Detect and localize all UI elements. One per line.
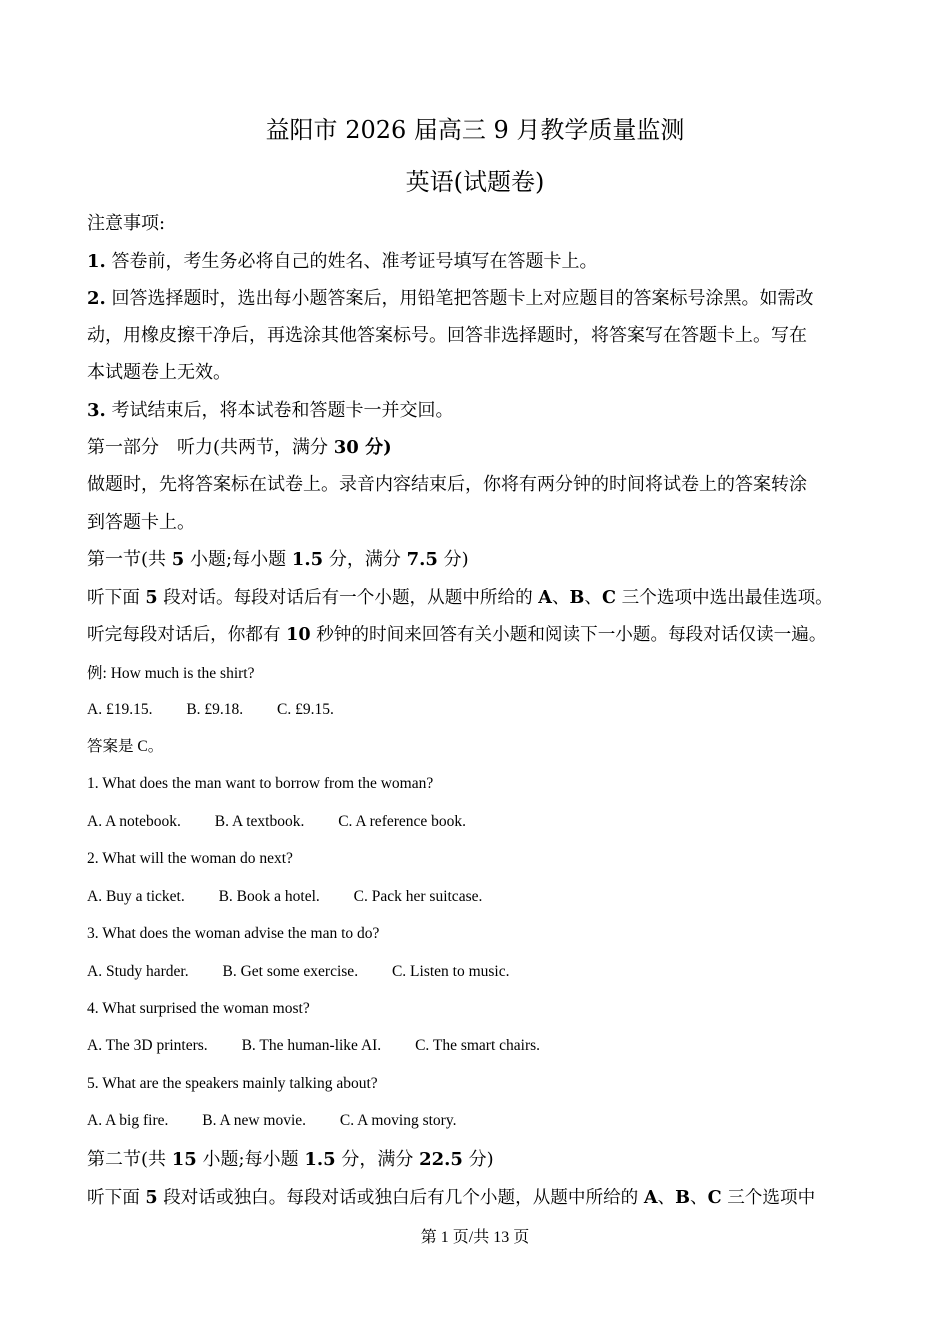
option-c: C. Pack her suitcase. xyxy=(353,888,483,905)
example-question xyxy=(87,661,254,687)
option-c: C. A moving story. xyxy=(339,1112,457,1129)
notice-heading: 注意事项: xyxy=(87,213,166,234)
option-c: C. A reference book. xyxy=(338,813,467,830)
section1-instruction-line-2: 听完每段对话后，你都有 10 秒钟的时间来回答有关小题和阅读下一小题。每段对话仅读一遍。 xyxy=(87,624,827,645)
option-c: C. Listen to music. xyxy=(391,963,510,980)
question-2-options xyxy=(87,886,482,908)
question-1-options xyxy=(87,811,466,833)
option-b: B. A new movie. xyxy=(202,1112,307,1129)
notice-item-1 xyxy=(87,249,598,275)
question-3-options xyxy=(87,961,510,983)
option-c: C. The smart chairs. xyxy=(415,1037,541,1054)
example-question-text: How much is the shirt? xyxy=(110,665,255,682)
option-a: A. Buy a ticket. xyxy=(87,888,185,905)
notice-item-number: 1. xyxy=(87,251,106,272)
option-a: A. A big fire. xyxy=(87,1112,169,1129)
notice-item-2 xyxy=(87,286,814,312)
question-4-options xyxy=(87,1035,540,1057)
option-a: A. A notebook. xyxy=(87,813,181,830)
question-1: 1. What does the man want to borrow from the woman? xyxy=(87,775,434,792)
example-answer: 答案是 C。 xyxy=(87,738,164,755)
page-footer: 第 1 页/共 13 页 xyxy=(420,1229,530,1246)
notice-item-2-line-3: 本试题卷上无效。 xyxy=(87,362,231,383)
part1-instruction-line-2: 到答题卡上。 xyxy=(87,512,195,533)
section2-instruction-line-1: 听下面 5 段对话或独白。每段对话或独白后有几个小题，从题中所给的 A、B、C 三个选项中 xyxy=(87,1187,816,1208)
notice-item-3 xyxy=(87,398,454,424)
notice-item-number: 3. xyxy=(87,400,106,421)
notice-item-text: 回答选择题时，选出每小题答案后，用铅笔把答题卡上对应题目的答案标号涂黑。如需改 xyxy=(111,288,814,309)
page-title: 益阳市 2026 届高三 9 月教学质量监测 xyxy=(265,116,685,144)
option-c: C. £9.15. xyxy=(277,701,334,718)
page-subtitle: 英语(试题卷) xyxy=(405,168,545,196)
option-b: B. The human-like AI. xyxy=(241,1037,382,1054)
question-5-options xyxy=(87,1110,456,1132)
notice-item-number: 2. xyxy=(87,288,106,309)
section1-title: 第一节(共 5 小题;每小题 1.5 分，满分 7.5 分) xyxy=(87,549,469,570)
option-a: A. £19.15. xyxy=(87,701,153,718)
question-3: 3. What does the woman advise the man to do? xyxy=(87,925,380,942)
notice-item-text: 考试结束后，将本试卷和答题卡一并交回。 xyxy=(111,400,454,421)
option-b: B. £9.18. xyxy=(186,701,244,718)
option-b: B. Get some exercise. xyxy=(222,963,359,980)
example-label: 例: xyxy=(87,665,107,682)
question-2: 2. What will the woman do next? xyxy=(87,850,293,867)
question-5: 5. What are the speakers mainly talking about? xyxy=(87,1075,378,1092)
part1-title: 第一部分 听力(共两节，满分 30 分) xyxy=(87,437,392,458)
option-a: A. Study harder. xyxy=(87,963,189,980)
notice-item-2-line-2: 动，用橡皮擦干净后，再选涂其他答案标号。回答非选择题时，将答案写在答题卡上。写在 xyxy=(87,325,807,346)
example-options xyxy=(87,699,334,721)
part1-instruction-line-1: 做题时，先将答案标在试卷上。录音内容结束后，你将有两分钟的时间将试卷上的答案转涂 xyxy=(87,474,807,495)
option-b: B. Book a hotel. xyxy=(218,888,320,905)
notice-item-text: 答卷前，考生务必将自己的姓名、准考证号填写在答题卡上。 xyxy=(111,251,598,272)
section2-title: 第二节(共 15 小题;每小题 1.5 分，满分 22.5 分) xyxy=(87,1149,494,1170)
option-b: B. A textbook. xyxy=(214,813,305,830)
option-a: A. The 3D printers. xyxy=(87,1037,208,1054)
question-4: 4. What surprised the woman most? xyxy=(87,1000,310,1017)
section1-instruction-line-1: 听下面 5 段对话。每段对话后有一个小题，从题中所给的 A、B、C 三个选项中选出最佳选项。 xyxy=(87,587,833,608)
